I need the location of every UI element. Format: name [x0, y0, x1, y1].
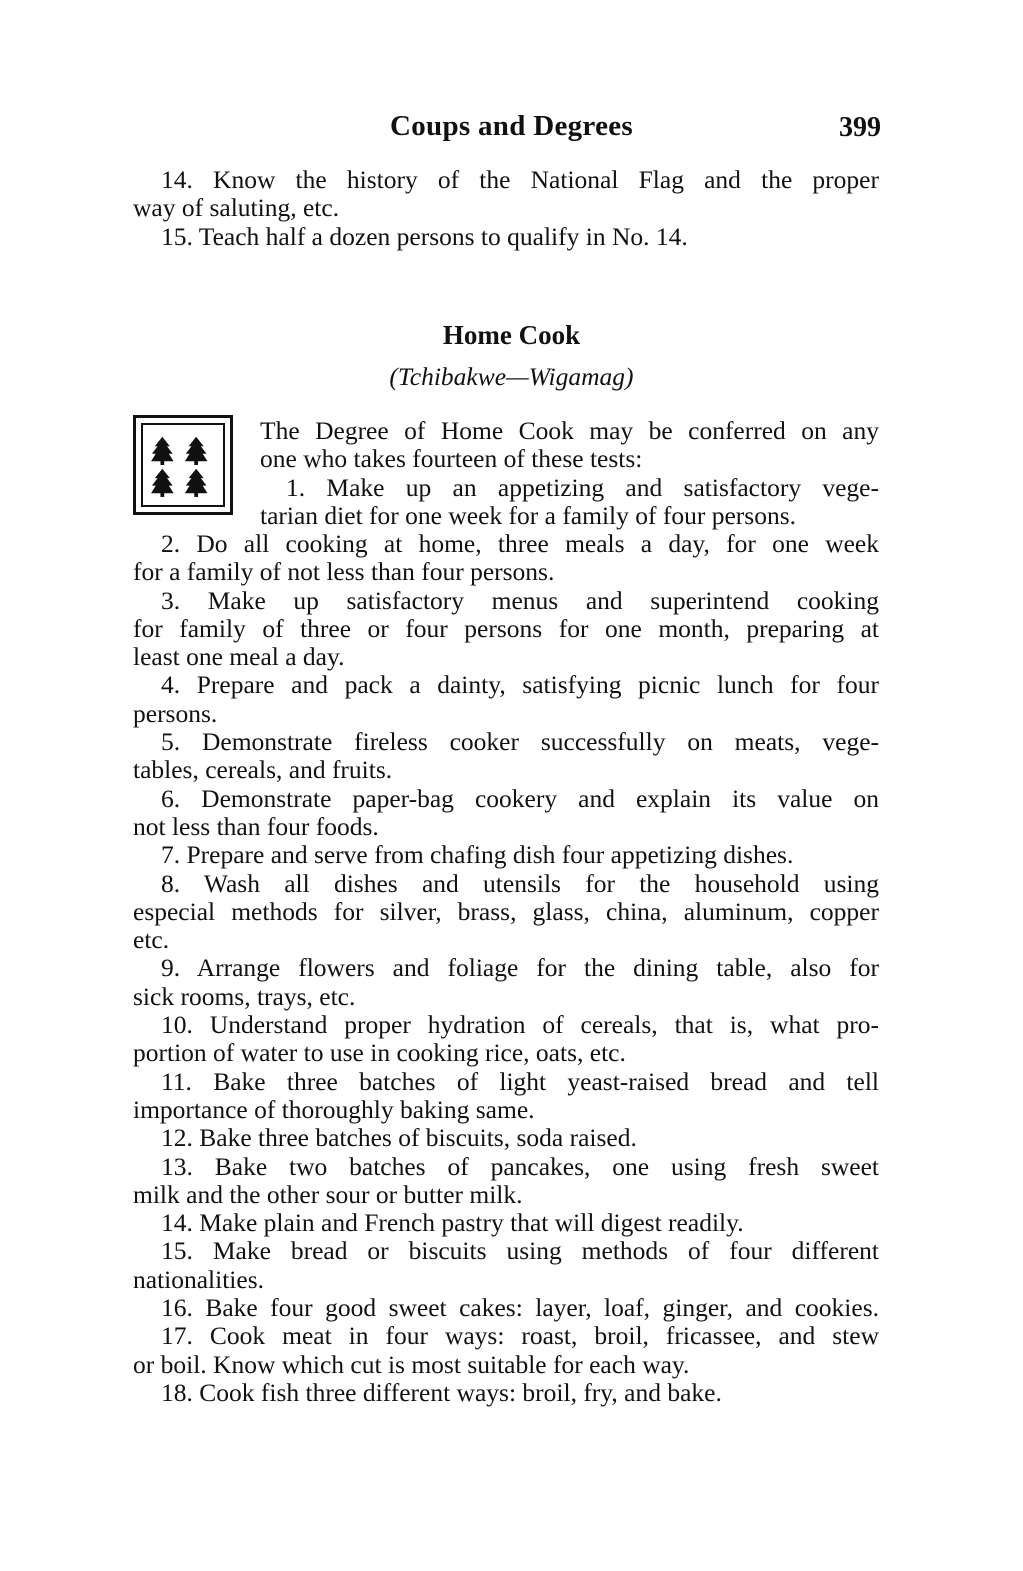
- top-items: [133, 166, 879, 251]
- list-item-line: milk and the other sour or butter milk.: [133, 1179, 523, 1209]
- list-item-line: persons.: [133, 698, 218, 728]
- list-item-line: 15. Make bread or biscuits using methods of four different: [161, 1236, 879, 1266]
- list-item-line: importance of thoroughly baking same.: [133, 1094, 535, 1124]
- list-item: [133, 1379, 879, 1407]
- page-number: 399: [839, 112, 881, 143]
- list-item-line: 9. Arrange flowers and foliage for the dining table, also for: [161, 953, 879, 983]
- list-item-line: 15. Teach half a dozen persons to qualify in No. 14.: [161, 221, 688, 251]
- section-title: Home Cook: [442, 320, 581, 350]
- section-subtitle: (Tchibakwe—Wigamag): [389, 362, 634, 391]
- list-item-line: especial methods for silver, brass, glass, china, aluminum, copper: [133, 896, 879, 926]
- test-list: [133, 530, 879, 1407]
- list-item-line: 7. Prepare and serve from chafing dish four appetizing dishes.: [161, 840, 794, 870]
- list-item: [133, 1124, 879, 1152]
- list-item-line: 3. Make up satisfactory menus and superintend cooking: [161, 585, 879, 615]
- list-item-line: 6. Demonstrate paper-bag cookery and explain its value on: [161, 783, 879, 813]
- list-item-line: 8. Wash all dishes and utensils for the household using: [161, 868, 879, 898]
- home-cook-emblem-icon: [133, 415, 233, 515]
- list-item-line: 5. Demonstrate fireless cooker successfully on meats, vege-: [161, 727, 879, 757]
- list-item: [133, 1011, 879, 1068]
- list-item-line: for a family of not less than four persons.: [133, 557, 555, 587]
- list-item: [133, 1153, 879, 1210]
- list-item: [133, 841, 879, 869]
- list-item: [133, 954, 879, 1011]
- list-item-line: for family of three or four persons for one month, preparing at: [133, 613, 879, 643]
- intro-line: one who takes fourteen of these tests:: [260, 444, 643, 474]
- list-item: [133, 530, 879, 587]
- intro-line: 1. Make up an appetizing and satisfactory vege-: [286, 472, 879, 502]
- list-item-line: 18. Cook fish three different ways: broil, fry, and bake.: [161, 1377, 722, 1407]
- list-item: [133, 1294, 879, 1322]
- list-item: [133, 728, 879, 785]
- list-item-line: tables, cereals, and fruits.: [133, 755, 393, 785]
- list-item-line: 13. Bake two batches of pancakes, one using fresh sweet: [161, 1151, 879, 1181]
- list-item-line: 12. Bake three batches of biscuits, soda raised.: [161, 1123, 637, 1153]
- list-item-line: sick rooms, trays, etc.: [133, 981, 356, 1011]
- list-item-line: 2. Do all cooking at home, three meals a day, for one week: [161, 529, 879, 558]
- list-item-line: or boil. Know which cut is most suitable for each way.: [133, 1349, 690, 1379]
- running-title: Coups and Degrees: [389, 110, 634, 142]
- list-item: [133, 1237, 879, 1294]
- list-item-line: 16. Bake four good sweet cakes: layer, loaf, ginger, and cookies.: [161, 1293, 879, 1323]
- list-item-line: way of saluting, etc.: [133, 193, 340, 223]
- list-item: [133, 1209, 879, 1237]
- list-item-line: 4. Prepare and pack a dainty, satisfying picnic lunch for four: [161, 670, 879, 700]
- list-item-line: least one meal a day.: [133, 642, 345, 672]
- list-item: [133, 1322, 879, 1379]
- list-item-line: 17. Cook meat in four ways: roast, broil, fricassee, and stew: [161, 1321, 879, 1351]
- list-item-line: nationalities.: [133, 1264, 265, 1294]
- list-item-line: portion of water to use in cooking rice, oats, etc.: [133, 1038, 626, 1068]
- list-item-line: 11. Bake three batches of light yeast-raised bread and tell: [161, 1066, 879, 1096]
- list-item: [133, 1068, 879, 1125]
- intro-line: The Degree of Home Cook may be conferred on any: [260, 416, 879, 445]
- list-item: [133, 785, 879, 842]
- intro-line: tarian diet for one week for a family of four persons.: [260, 500, 797, 530]
- list-item: [133, 870, 879, 955]
- intro-paragraph: [260, 417, 879, 530]
- list-item: [133, 671, 879, 728]
- list-item-line: not less than four foods.: [133, 811, 379, 841]
- running-header: [0, 106, 1023, 154]
- list-item-line: 14. Make plain and French pastry that will digest readily.: [161, 1208, 744, 1238]
- list-item-line: 10. Understand proper hydration of cereals, that is, what pro-: [161, 1010, 879, 1040]
- list-item: [133, 587, 879, 672]
- list-item-line: 14. Know the history of the National Flag and the proper: [161, 165, 879, 194]
- list-item-line: etc.: [133, 925, 170, 955]
